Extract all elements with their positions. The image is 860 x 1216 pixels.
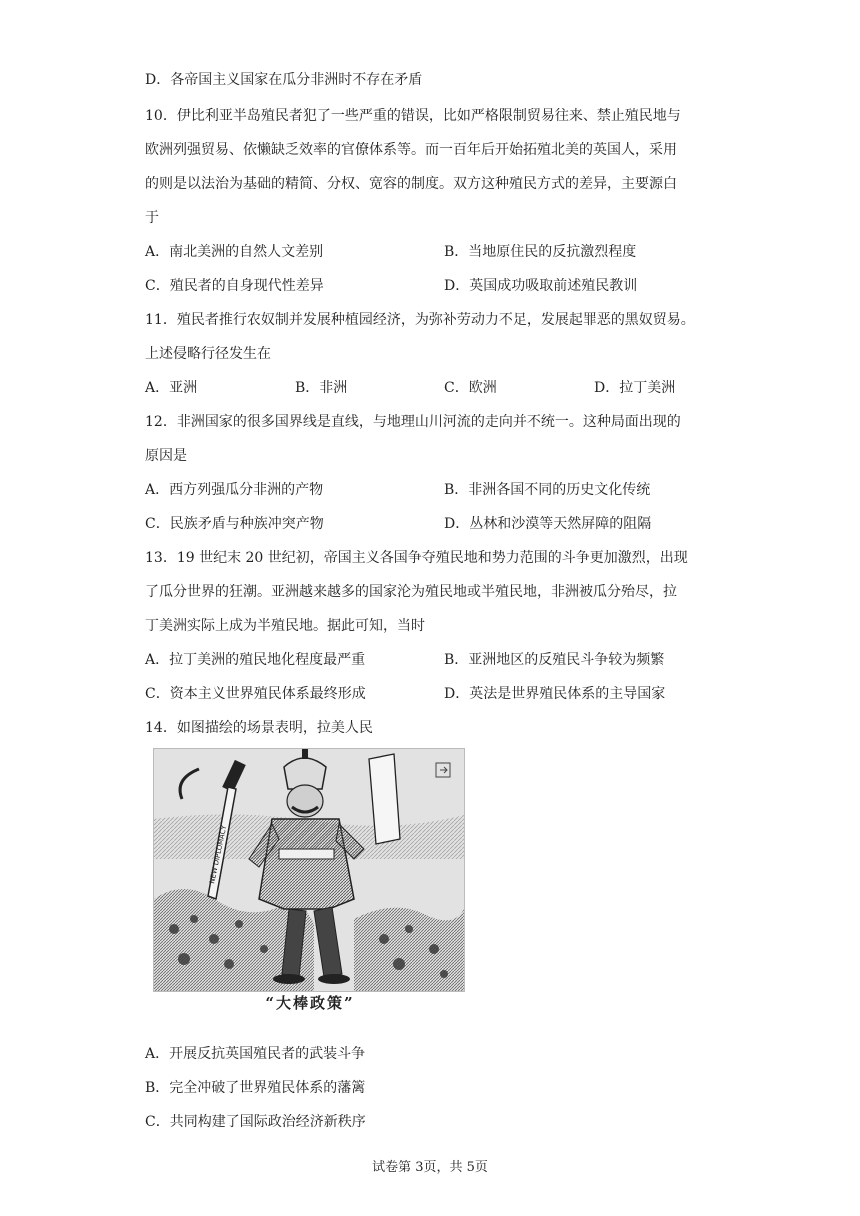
- q12-option-a: A．西方列强瓜分非洲的产物: [145, 482, 324, 498]
- q14-option-a: A．开展反抗英国殖民者的武装斗争: [145, 1046, 366, 1062]
- q10-option-b: B．当地原住民的反抗激烈程度: [444, 244, 637, 260]
- sword-inscription: NEW DIPLOMACY: [208, 824, 229, 885]
- q14-stem: 14．如图描绘的场景表明，拉美人民: [145, 720, 373, 736]
- q12-option-b: B．非洲各国不同的历史文化传统: [444, 482, 651, 498]
- q11-option-d: D．拉丁美洲: [594, 380, 676, 396]
- q11-option-c: C．欧洲: [444, 380, 497, 396]
- q14-option-b: B．完全冲破了世界殖民体系的藩篱: [145, 1080, 366, 1096]
- q10-stem-line-1: 10．伊比利亚半岛殖民者犯了一些严重的错误，比如严格限制贸易往来、禁止殖民地与: [145, 108, 681, 124]
- page-footer: 试卷第 3页，共 5页: [372, 1160, 488, 1175]
- q12-option-d: D．丛林和沙漠等天然屏障的阻隔: [444, 516, 652, 532]
- q11-stem-line-2: 上述侵略行径发生在: [145, 346, 271, 362]
- q13-option-b: B．亚洲地区的反殖民斗争较为频繁: [444, 652, 665, 668]
- q14-option-c: C．共同构建了国际政治经济新秩序: [145, 1114, 366, 1130]
- q13-stem-line-2: 了瓜分世界的狂潮。亚洲越来越多的国家沦为殖民地或半殖民地，非洲被瓜分殆尽，拉: [145, 584, 677, 600]
- q13-option-c: C．资本主义世界殖民体系最终形成: [145, 686, 366, 702]
- q10-stem-line-4: 于: [145, 210, 159, 226]
- q13-option-d: D．英法是世界殖民体系的主导国家: [444, 686, 666, 702]
- q13-option-a: A．拉丁美洲的殖民地化程度最严重: [145, 652, 366, 668]
- q10-stem-line-2: 欧洲列强贸易、依懒缺乏效率的官僚体系等。而一百年后开始拓殖北美的英国人，采用: [145, 142, 677, 158]
- figure-caption: “大棒政策”: [265, 994, 355, 1012]
- q11-option-b: B．非洲: [295, 380, 348, 396]
- q10-option-c: C．殖民者的自身现代性差异: [145, 278, 324, 294]
- q11-option-a: A．亚洲: [145, 380, 198, 396]
- q12-stem-line-2: 原因是: [145, 448, 187, 464]
- q10-option-a: A．南北美洲的自然人文差别: [145, 244, 324, 260]
- q9-option-d: D．各帝国主义国家在瓜分非洲时不存在矛盾: [145, 72, 423, 88]
- q11-stem-line-1: 11．殖民者推行农奴制并发展种植园经济，为弥补劳动力不足，发展起罪恶的黑奴贸易。: [145, 312, 695, 328]
- q13-stem-line-3: 丁美洲实际上成为半殖民地。据此可知，当时: [145, 618, 425, 634]
- q13-stem-line-1: 13．19 世纪末 20 世纪初，帝国主义各国争夺殖民地和势力范围的斗争更加激烈，出现: [145, 550, 688, 566]
- q10-option-d: D．英国成功吸取前述殖民教训: [444, 278, 638, 294]
- q12-option-c: C．民族矛盾与种族冲突产物: [145, 516, 324, 532]
- q12-stem-line-1: 12．非洲国家的很多国界线是直线，与地理山川河流的走向并不统一。这种局面出现的: [145, 414, 681, 430]
- cartoon-illustration: [154, 749, 464, 991]
- big-stick-cartoon: [153, 748, 465, 992]
- q10-stem-line-3: 的则是以法治为基础的精简、分权、宽容的制度。双方这种殖民方式的差异，主要源白: [145, 176, 677, 192]
